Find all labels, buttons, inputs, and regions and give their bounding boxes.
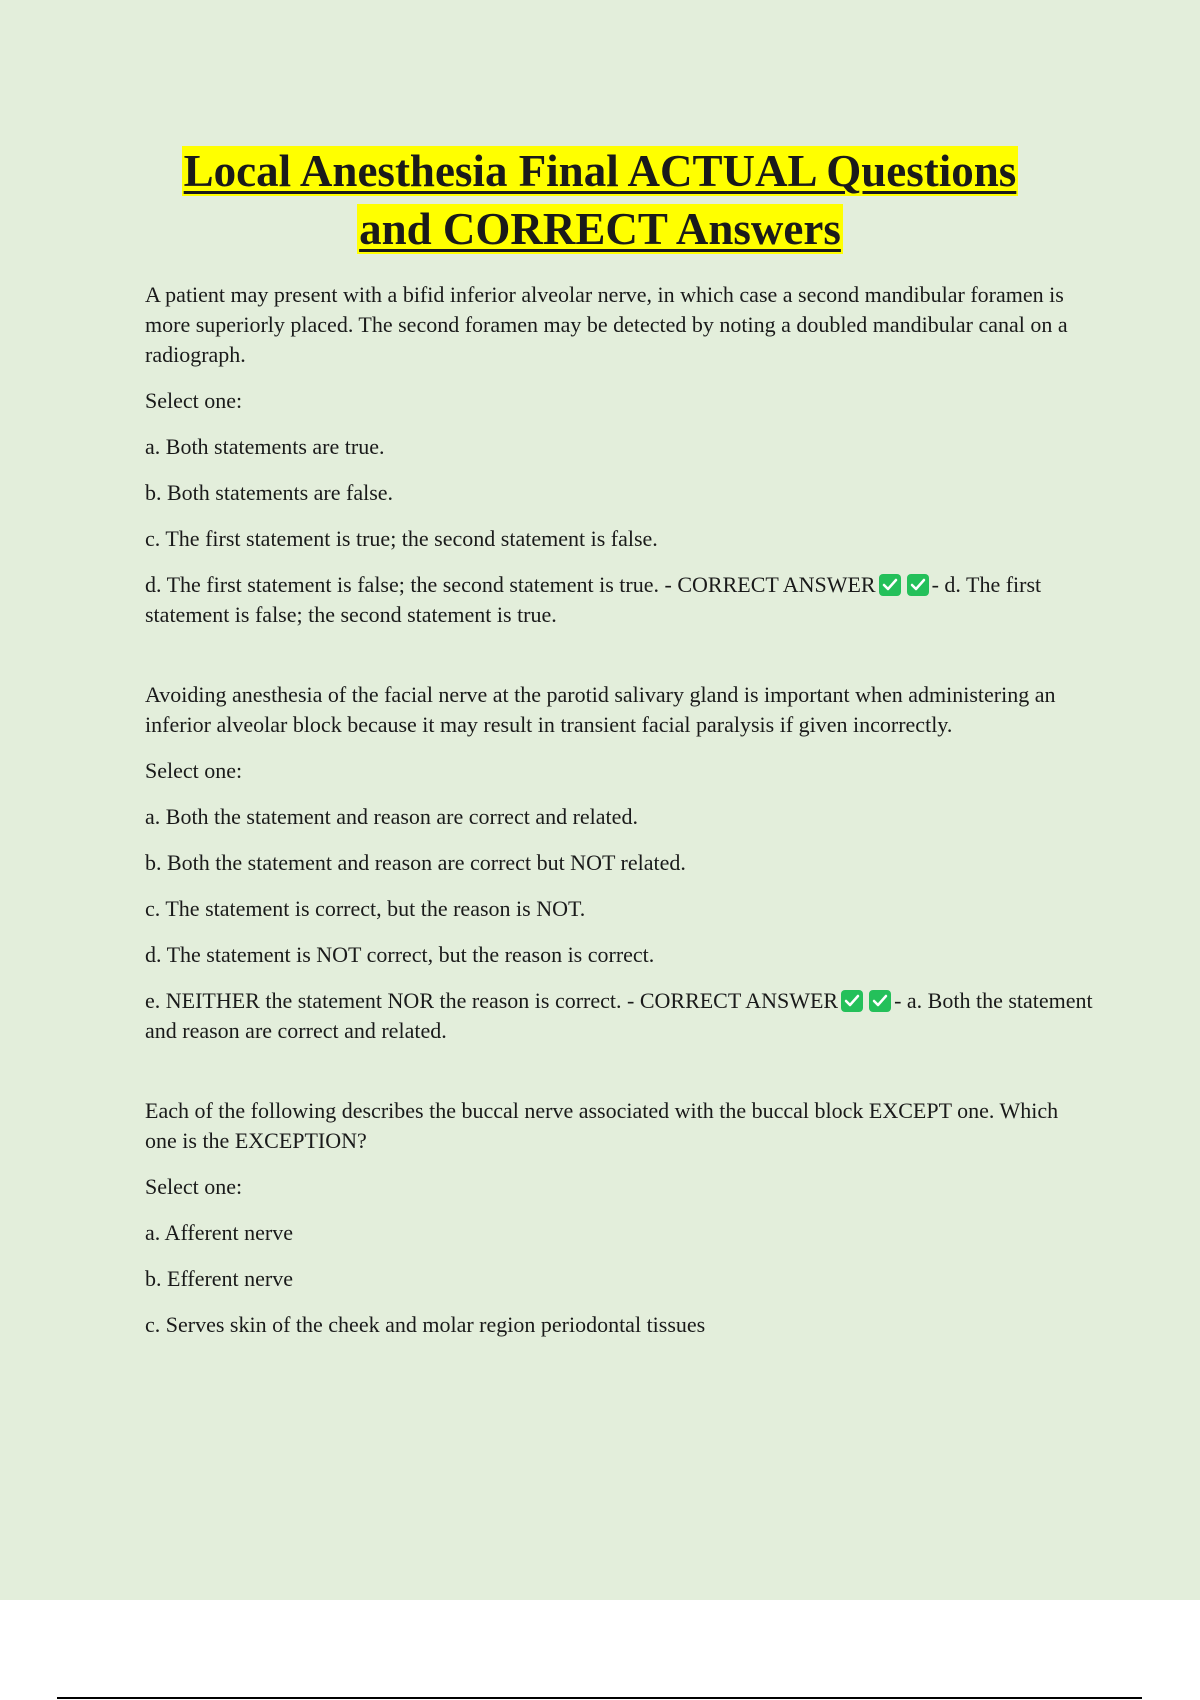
answer-option-b: b. Efferent nerve xyxy=(145,1266,294,1291)
title-line-2 xyxy=(357,200,843,258)
select-one-label: Select one: xyxy=(145,388,243,413)
correct-answer-text: - d. The first statement is false; the second statement is true. xyxy=(145,572,1042,627)
check-mark-icon xyxy=(841,990,863,1012)
answer-option-c: c. The statement is correct, but the reason is NOT. xyxy=(145,896,586,921)
question-text: Each of the following describes the buccal nerve associated with the buccal block EXCEPT one. Which one is the EXCEPTION? xyxy=(145,1098,1059,1153)
answer-option-b: b. Both the statement and reason are correct but NOT related. xyxy=(145,850,686,875)
answer-option-c: c. The first statement is true; the second statement is false. xyxy=(145,526,658,551)
question-text: Avoiding anesthesia of the facial nerve at the parotid salivary gland is important when administering an inferior alveolar block because it may result in transient facial paralysis if given incorrectly. xyxy=(145,682,1056,737)
footer-divider xyxy=(57,1697,1142,1699)
question-block-3 xyxy=(145,1096,1095,1340)
question-block-1 xyxy=(145,280,1095,630)
answer-option-d-with-answer xyxy=(145,570,1095,630)
answer-option-a: a. Both statements are true. xyxy=(145,434,385,459)
answer-option-e-with-answer xyxy=(145,986,1095,1046)
answer-option-d: d. The statement is NOT correct, but the reason is correct. xyxy=(145,942,655,967)
answer-option-b: b. Both statements are false. xyxy=(145,480,394,505)
select-one-label: Select one: xyxy=(145,758,243,783)
select-one-label: Select one: xyxy=(145,1174,243,1199)
answer-option-a: a. Both the statement and reason are correct and related. xyxy=(145,804,638,829)
question-block-2 xyxy=(145,680,1095,1046)
title-line-1-text: Local Anesthesia Final ACTUAL Questions xyxy=(183,146,1017,196)
check-mark-icon xyxy=(869,990,891,1012)
question-text: A patient may present with a bifid inferior alveolar nerve, in which case a second mandibular foramen is more superiorly placed. The second foramen may be detected by noting a doubled mandibular canal on a radiograph. xyxy=(145,282,1068,367)
title-line-1 xyxy=(182,142,1019,200)
answer-option-d: d. The first statement is false; the second statement is true. - CORRECT ANSWER xyxy=(145,572,876,597)
document-title xyxy=(0,142,1200,258)
check-mark-icon xyxy=(907,574,929,596)
check-mark-icon xyxy=(879,574,901,596)
answer-option-a: a. Afferent nerve xyxy=(145,1220,294,1245)
answer-option-c: c. Serves skin of the cheek and molar region periodontal tissues xyxy=(145,1312,706,1337)
questions-content xyxy=(145,280,1095,1340)
correct-answer-text: - a. Both the statement and reason are correct and related. xyxy=(145,988,1093,1043)
answer-option-e: e. NEITHER the statement NOR the reason is correct. - CORRECT ANSWER xyxy=(145,988,839,1013)
title-line-2-text: and CORRECT Answers xyxy=(359,204,841,254)
